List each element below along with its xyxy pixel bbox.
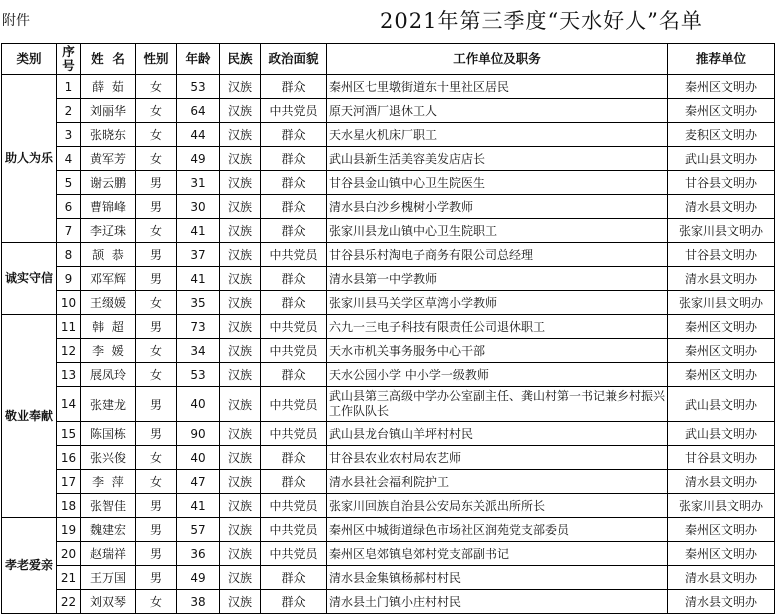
- cell-ethnicity: 汉族: [220, 542, 261, 566]
- cell-ethnicity: 汉族: [220, 494, 261, 518]
- cell-political-status: 群众: [261, 267, 327, 291]
- cell-gender: 女: [136, 590, 177, 614]
- cell-name: 魏建宏: [81, 518, 136, 542]
- cell-workplace: 甘谷县金山镇中心卫生院医生: [327, 171, 668, 195]
- cell-age: 34: [177, 339, 220, 363]
- cell-ethnicity: 汉族: [220, 315, 261, 339]
- category-cell: 助人为乐: [2, 75, 57, 243]
- cell-name: 薛 茹: [81, 75, 136, 99]
- table-header-row: [2, 44, 775, 75]
- table-row: [2, 75, 775, 99]
- cell-age: 31: [177, 171, 220, 195]
- cell-recommender: 清水县文明办: [668, 470, 775, 494]
- cell-recommender: 秦州区文明办: [668, 542, 775, 566]
- table-row: [2, 219, 775, 243]
- cell-workplace: 清水县社会福利院护工: [327, 470, 668, 494]
- table-row: [2, 291, 775, 315]
- cell-name: 谢云鹏: [81, 171, 136, 195]
- cell-ethnicity: 汉族: [220, 267, 261, 291]
- table-row: [2, 195, 775, 219]
- cell-gender: 男: [136, 195, 177, 219]
- cell-political-status: 群众: [261, 219, 327, 243]
- table-row: [2, 542, 775, 566]
- cell-index: 12: [57, 339, 81, 363]
- cell-age: 40: [177, 446, 220, 470]
- cell-recommender: 甘谷县文明办: [668, 446, 775, 470]
- cell-age: 47: [177, 470, 220, 494]
- table-row: [2, 339, 775, 363]
- cell-gender: 男: [136, 542, 177, 566]
- table-row: [2, 315, 775, 339]
- cell-age: 57: [177, 518, 220, 542]
- cell-name: 王缀媛: [81, 291, 136, 315]
- table-row: [2, 267, 775, 291]
- cell-index: 1: [57, 75, 81, 99]
- cell-name: 李 萍: [81, 470, 136, 494]
- cell-recommender: 秦州区文明办: [668, 518, 775, 542]
- cell-name: 刘双琴: [81, 590, 136, 614]
- cell-political-status: 群众: [261, 195, 327, 219]
- cell-age: 30: [177, 195, 220, 219]
- cell-gender: 女: [136, 147, 177, 171]
- table-row: [2, 446, 775, 470]
- header-ethnicity: 民族: [220, 44, 261, 75]
- cell-recommender: 张家川县文明办: [668, 291, 775, 315]
- cell-age: 49: [177, 147, 220, 171]
- cell-workplace: 清水县金集镇杨郝村村民: [327, 566, 668, 590]
- cell-recommender: 麦积区文明办: [668, 123, 775, 147]
- cell-ethnicity: 汉族: [220, 219, 261, 243]
- table-row: [2, 243, 775, 267]
- cell-name: 展凤玲: [81, 363, 136, 387]
- table-row: [2, 422, 775, 446]
- cell-age: 49: [177, 566, 220, 590]
- cell-workplace: 六九一三电子科技有限责任公司退休职工: [327, 315, 668, 339]
- cell-political-status: 群众: [261, 291, 327, 315]
- table-row: [2, 494, 775, 518]
- cell-index: 5: [57, 171, 81, 195]
- cell-workplace: 清水县第一中学教师: [327, 267, 668, 291]
- cell-recommender: 清水县文明办: [668, 590, 775, 614]
- cell-name: 张晓东: [81, 123, 136, 147]
- cell-gender: 女: [136, 446, 177, 470]
- cell-gender: 女: [136, 99, 177, 123]
- cell-ethnicity: 汉族: [220, 99, 261, 123]
- cell-age: 38: [177, 590, 220, 614]
- cell-name: 王万国: [81, 566, 136, 590]
- cell-ethnicity: 汉族: [220, 470, 261, 494]
- cell-ethnicity: 汉族: [220, 75, 261, 99]
- cell-gender: 男: [136, 494, 177, 518]
- cell-age: 73: [177, 315, 220, 339]
- header-age: 年龄: [177, 44, 220, 75]
- cell-ethnicity: 汉族: [220, 147, 261, 171]
- cell-index: 13: [57, 363, 81, 387]
- cell-name: 陈国栋: [81, 422, 136, 446]
- header-political-status: 政治面貌: [261, 44, 327, 75]
- cell-workplace: 天水公园小学 中小学一级教师: [327, 363, 668, 387]
- cell-workplace: 张家川县马关学区草湾小学教师: [327, 291, 668, 315]
- cell-political-status: 群众: [261, 590, 327, 614]
- cell-gender: 女: [136, 470, 177, 494]
- cell-political-status: 中共党员: [261, 315, 327, 339]
- cell-workplace: 秦州区中城街道绿色市场社区润苑党支部委员: [327, 518, 668, 542]
- category-cell: 孝老爱亲: [2, 518, 57, 614]
- cell-ethnicity: 汉族: [220, 123, 261, 147]
- table-row: [2, 566, 775, 590]
- cell-political-status: 群众: [261, 147, 327, 171]
- cell-political-status: 群众: [261, 171, 327, 195]
- header-category: 类别: [2, 44, 57, 75]
- cell-workplace: 张家川县龙山镇中心卫生院职工: [327, 219, 668, 243]
- cell-recommender: 秦州区文明办: [668, 339, 775, 363]
- cell-ethnicity: 汉族: [220, 387, 261, 422]
- cell-name: 颉 恭: [81, 243, 136, 267]
- cell-recommender: 张家川县文明办: [668, 219, 775, 243]
- cell-name: 张智佳: [81, 494, 136, 518]
- cell-name: 黄军芳: [81, 147, 136, 171]
- cell-political-status: 中共党员: [261, 99, 327, 123]
- cell-ethnicity: 汉族: [220, 590, 261, 614]
- cell-index: 22: [57, 590, 81, 614]
- cell-gender: 男: [136, 315, 177, 339]
- cell-ethnicity: 汉族: [220, 195, 261, 219]
- cell-gender: 男: [136, 171, 177, 195]
- cell-ethnicity: 汉族: [220, 363, 261, 387]
- cell-gender: 女: [136, 363, 177, 387]
- header-gender: 性别: [136, 44, 177, 75]
- cell-recommender: 甘谷县文明办: [668, 171, 775, 195]
- cell-recommender: 秦州区文明办: [668, 315, 775, 339]
- cell-recommender: 清水县文明办: [668, 195, 775, 219]
- cell-ethnicity: 汉族: [220, 339, 261, 363]
- cell-age: 41: [177, 494, 220, 518]
- cell-political-status: 群众: [261, 566, 327, 590]
- table-row: [2, 123, 775, 147]
- cell-workplace: 秦州区七里墩街道东十里社区居民: [327, 75, 668, 99]
- table-row: [2, 590, 775, 614]
- cell-workplace: 甘谷县乐村淘电子商务有限公司总经理: [327, 243, 668, 267]
- cell-political-status: 群众: [261, 123, 327, 147]
- cell-political-status: 中共党员: [261, 494, 327, 518]
- cell-gender: 女: [136, 339, 177, 363]
- cell-ethnicity: 汉族: [220, 291, 261, 315]
- cell-political-status: 群众: [261, 446, 327, 470]
- cell-workplace: 原天河酒厂退休工人: [327, 99, 668, 123]
- cell-recommender: 武山县文明办: [668, 147, 775, 171]
- cell-age: 53: [177, 75, 220, 99]
- category-cell: 诚实守信: [2, 243, 57, 315]
- cell-recommender: 张家川县文明办: [668, 494, 775, 518]
- cell-ethnicity: 汉族: [220, 518, 261, 542]
- table-row: [2, 470, 775, 494]
- cell-gender: 男: [136, 243, 177, 267]
- cell-political-status: 中共党员: [261, 518, 327, 542]
- cell-recommender: 秦州区文明办: [668, 75, 775, 99]
- cell-gender: 男: [136, 267, 177, 291]
- cell-index: 6: [57, 195, 81, 219]
- cell-gender: 女: [136, 123, 177, 147]
- cell-index: 2: [57, 99, 81, 123]
- cell-index: 20: [57, 542, 81, 566]
- table-row: [2, 363, 775, 387]
- cell-index: 11: [57, 315, 81, 339]
- cell-ethnicity: 汉族: [220, 566, 261, 590]
- header-workplace: 工作单位及职务: [327, 44, 668, 75]
- header-name: 姓 名: [81, 44, 136, 75]
- cell-workplace: 清水县土门镇小庄村村民: [327, 590, 668, 614]
- cell-index: 7: [57, 219, 81, 243]
- cell-political-status: 中共党员: [261, 387, 327, 422]
- cell-age: 64: [177, 99, 220, 123]
- cell-ethnicity: 汉族: [220, 422, 261, 446]
- cell-recommender: 秦州区文明办: [668, 99, 775, 123]
- cell-workplace: 秦州区皂郊镇皂郊村党支部副书记: [327, 542, 668, 566]
- cell-political-status: 中共党员: [261, 243, 327, 267]
- cell-index: 18: [57, 494, 81, 518]
- cell-index: 14: [57, 387, 81, 422]
- header-recommender: 推荐单位: [668, 44, 775, 75]
- cell-index: 9: [57, 267, 81, 291]
- cell-gender: 男: [136, 518, 177, 542]
- cell-political-status: 群众: [261, 75, 327, 99]
- cell-age: 90: [177, 422, 220, 446]
- cell-recommender: 清水县文明办: [668, 566, 775, 590]
- cell-age: 37: [177, 243, 220, 267]
- cell-name: 赵瑞祥: [81, 542, 136, 566]
- cell-gender: 女: [136, 75, 177, 99]
- cell-political-status: 中共党员: [261, 339, 327, 363]
- cell-name: 邓军辉: [81, 267, 136, 291]
- document-title: 2021年第三季度“天水好人”名单: [380, 9, 703, 33]
- cell-index: 10: [57, 291, 81, 315]
- cell-workplace: 张家川回族自治县公安局东关派出所所长: [327, 494, 668, 518]
- cell-political-status: 中共党员: [261, 422, 327, 446]
- cell-gender: 男: [136, 566, 177, 590]
- cell-recommender: 武山县文明办: [668, 422, 775, 446]
- cell-name: 张兴俊: [81, 446, 136, 470]
- cell-index: 16: [57, 446, 81, 470]
- category-cell: 敬业奉献: [2, 315, 57, 518]
- table-row: [2, 518, 775, 542]
- cell-recommender: 秦州区文明办: [668, 363, 775, 387]
- cell-ethnicity: 汉族: [220, 243, 261, 267]
- cell-ethnicity: 汉族: [220, 171, 261, 195]
- cell-ethnicity: 汉族: [220, 446, 261, 470]
- cell-workplace: 武山县龙台镇山羊坪村村民: [327, 422, 668, 446]
- cell-age: 35: [177, 291, 220, 315]
- cell-index: 4: [57, 147, 81, 171]
- cell-index: 21: [57, 566, 81, 590]
- cell-political-status: 中共党员: [261, 542, 327, 566]
- cell-political-status: 群众: [261, 470, 327, 494]
- cell-workplace: 甘谷县农业农村局农艺师: [327, 446, 668, 470]
- cell-name: 张建龙: [81, 387, 136, 422]
- cell-gender: 女: [136, 219, 177, 243]
- table-row: [2, 171, 775, 195]
- cell-workplace: 天水市机关事务服务中心干部: [327, 339, 668, 363]
- cell-name: 李 媛: [81, 339, 136, 363]
- cell-age: 44: [177, 123, 220, 147]
- cell-workplace: 天水星火机床厂职工: [327, 123, 668, 147]
- cell-index: 3: [57, 123, 81, 147]
- cell-age: 41: [177, 267, 220, 291]
- cell-index: 8: [57, 243, 81, 267]
- cell-recommender: 甘谷县文明办: [668, 243, 775, 267]
- cell-name: 曹锦峰: [81, 195, 136, 219]
- table-row: [2, 99, 775, 123]
- cell-age: 36: [177, 542, 220, 566]
- cell-index: 17: [57, 470, 81, 494]
- cell-age: 40: [177, 387, 220, 422]
- cell-name: 韩 超: [81, 315, 136, 339]
- cell-index: 15: [57, 422, 81, 446]
- cell-recommender: 武山县文明办: [668, 387, 775, 422]
- honoree-table: [1, 43, 775, 614]
- cell-gender: 男: [136, 422, 177, 446]
- cell-name: 刘丽华: [81, 99, 136, 123]
- cell-index: 19: [57, 518, 81, 542]
- cell-workplace: 武山县第三高级中学办公室副主任、龚山村第一书记兼乡村振兴工作队队长: [327, 387, 668, 422]
- cell-gender: 女: [136, 291, 177, 315]
- annex-label: 附件: [2, 13, 30, 29]
- cell-age: 53: [177, 363, 220, 387]
- table-row: [2, 387, 775, 422]
- cell-name: 李辽珠: [81, 219, 136, 243]
- table-row: [2, 147, 775, 171]
- cell-recommender: 清水县文明办: [668, 267, 775, 291]
- header-index: 序号: [57, 44, 81, 75]
- cell-gender: 男: [136, 387, 177, 422]
- cell-political-status: 群众: [261, 363, 327, 387]
- cell-workplace: 清水县白沙乡槐树小学教师: [327, 195, 668, 219]
- cell-workplace: 武山县新生活美容美发店店长: [327, 147, 668, 171]
- cell-age: 41: [177, 219, 220, 243]
